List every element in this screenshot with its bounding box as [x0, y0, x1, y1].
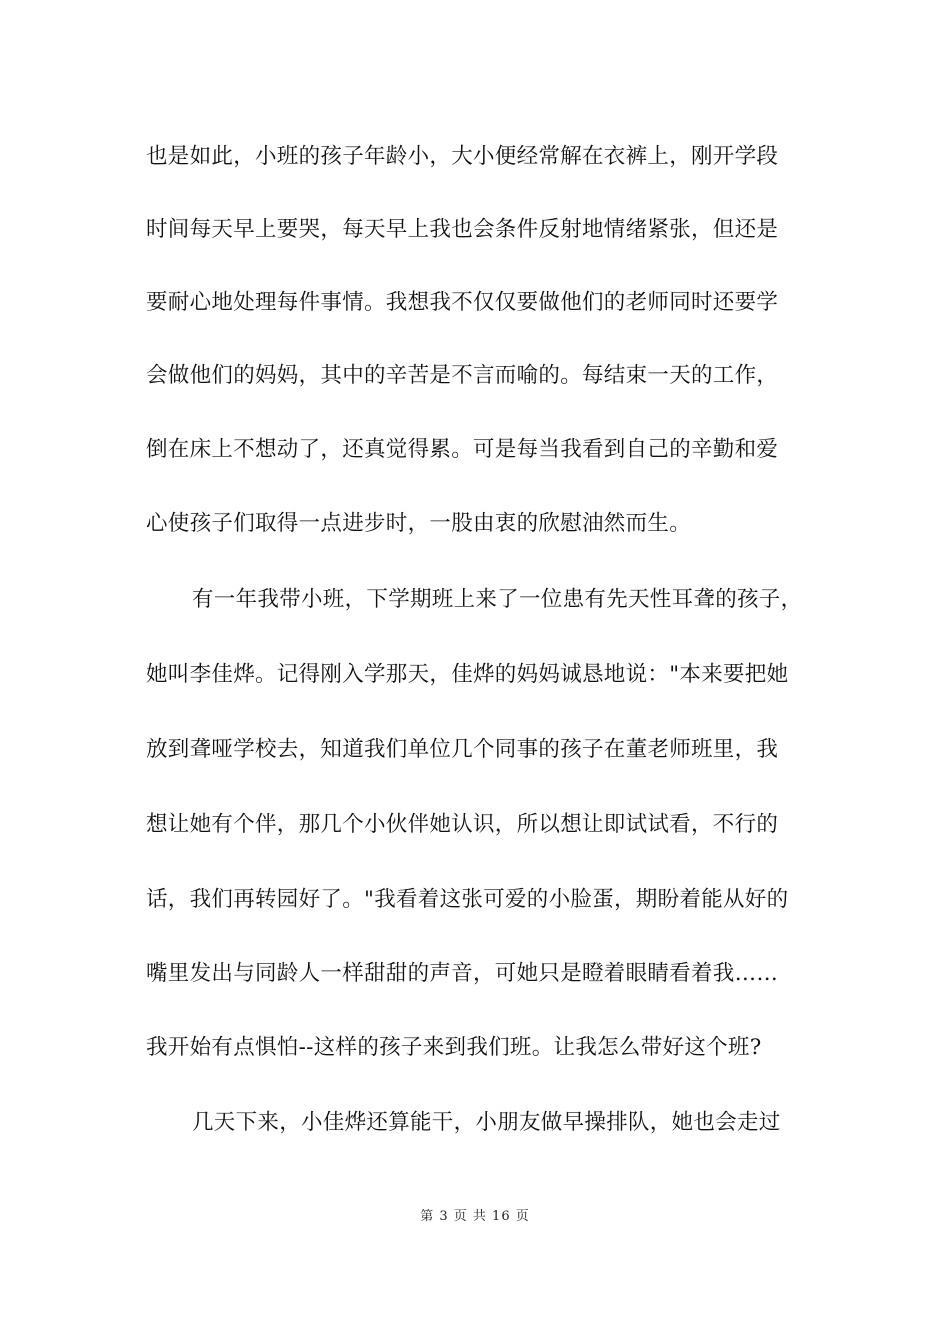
paragraph-line: 放到聋哑学校去，知道我们单位几个同事的孩子在董老师班里，我: [146, 737, 779, 762]
paragraph-line: 嘴里发出与同龄人一样甜甜的声音，可她只是瞪着眼睛看着我……: [146, 961, 779, 986]
paragraph-line: 要耐心地处理每件事情。我想我不仅仅要做他们的老师同时还要学: [146, 290, 779, 315]
paragraph-line: 有一年我带小班，下学期班上来了一位患有先天性耳聋的孩子，: [192, 587, 803, 612]
paragraph-line: 会做他们的妈妈，其中的辛苦是不言而喻的。每结束一天的工作，: [146, 363, 779, 388]
paragraph-line: 她叫李佳烨。记得刚入学那天，佳烨的妈妈诚恳地说："本来要把她: [146, 662, 789, 687]
paragraph-line: 想让她有个伴，那几个小伙伴她认识，所以想让即试试看，不行的: [146, 812, 779, 837]
paragraph-line: 几天下来，小佳烨还算能干，小朋友做早操排队，她也会走过: [192, 1110, 781, 1135]
paragraph-line: 我开始有点惧怕--这样的孩子来到我们班。让我怎么带好这个班?: [146, 1035, 762, 1060]
paragraph-line: 话，我们再转园好了。"我看着这张可爱的小脸蛋，期盼着能从好的: [146, 887, 789, 912]
paragraph-line: 倒在床上不想动了，还真觉得累。可是每当我看到自己的辛勤和爱: [146, 437, 779, 462]
page-number-footer: 第 3 页 共 16 页: [420, 1209, 530, 1224]
paragraph-line: 时间每天早上要哭，每天早上我也会条件反射地情绪紧张，但还是: [146, 217, 779, 242]
paragraph-line: 也是如此，小班的孩子年龄小，大小便经常解在衣裤上，刚开学段: [146, 144, 779, 169]
paragraph-line: 心使孩子们取得一点进步时，一股由衷的欣慰油然而生。: [146, 511, 692, 536]
